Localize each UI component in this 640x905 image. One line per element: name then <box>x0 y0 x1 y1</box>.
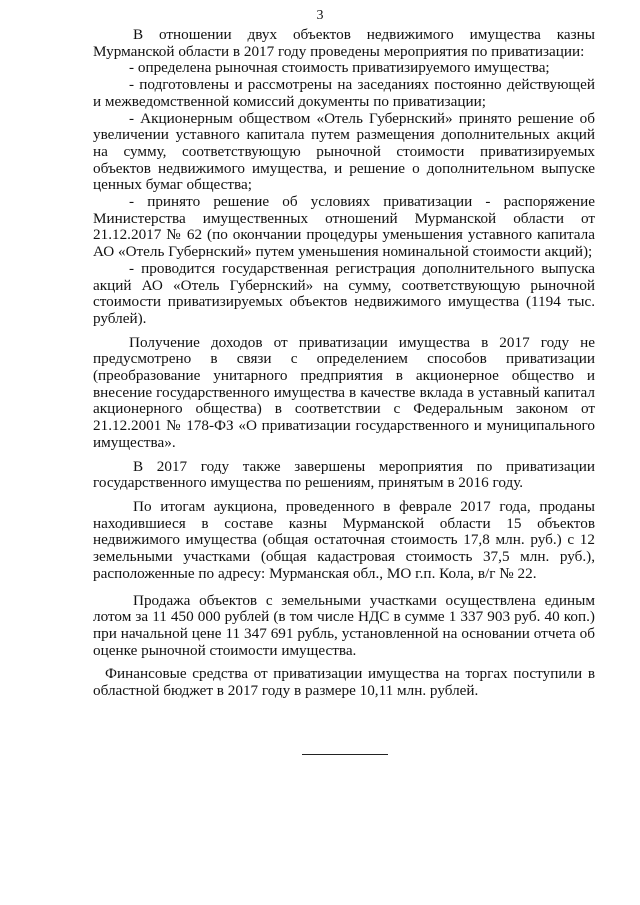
paragraph-income: Получение доходов от приватизации имущества в 2017 году не предусмотрено в связи с определением способов приватизации (преобразование унитарного предприятия в акционерное общество и внесение государственного имущества в качестве вклада в уставный капитал акционерного общества) в соответствии с Федеральным законом от 21.12.2001 № 178-ФЗ «О приватизации государственного и муниципального имущества». <box>93 333 595 451</box>
document-body <box>93 27 595 700</box>
page-number: 3 <box>316 8 324 23</box>
paragraph-sale-lot: Продажа объектов с земельными участками осуществлена единым лотом за 11 450 000 рублей (в том числе НДС в сумме 1 337 903 руб. 40 коп.) при начальной цене 11 347 691 рубль, установленной на основании отчета об оценке рыночной стоимости имущества. <box>93 591 595 659</box>
list-item-commission-documents: - подготовлены и рассмотрены на заседаниях постоянно действующей и межведомственной комиссий документы по приватизации; <box>93 76 595 110</box>
paragraph-auction: По итогам аукциона, проведенного в феврале 2017 года, проданы находившиеся в составе казны Мурманской области 15 объектов недвижимого имущества (общая остаточная стоимость 17,8 млн. руб.) с 12 земельными участками (общая кадастровая стоимость 37,5 млн. руб.), расположенные по адресу: Мурманская обл., МО г.п. Кола, в/г № 22. <box>93 497 595 582</box>
paragraph-funds: Финансовые средства от приватизации имущества на торгах поступили в областной бюджет в 2017 году в размере 10,11 млн. рублей. <box>93 665 595 700</box>
paragraph-intro: В отношении двух объектов недвижимого имущества казны Мурманской области в 2017 году проведены мероприятия по приватизации: <box>93 26 595 60</box>
end-divider <box>302 754 388 755</box>
paragraph-completed-2016: В 2017 году также завершены мероприятия по приватизации государственного имущества по решениям, принятым в 2016 году. <box>93 457 595 492</box>
list-item-market-value: - определена рыночная стоимость приватизируемого имущества; <box>129 59 550 77</box>
list-item-state-registration: - проводится государственная регистрация дополнительного выпуска акций АО «Отель Губернский» на сумму, соответствующую рыночной стоимости приватизируемых объектов недвижимого имущества (1194 тыс. рублей). <box>93 259 595 327</box>
list-item-capital-increase: - Акционерным обществом «Отель Губернский» принято решение об увеличении уставного капитала путем размещения дополнительных акций на сумму, соответствующую рыночной стоимости приватизируемых объектов недвижимого имущества, и решение о дополнительном выпуске ценных бумаг общества; <box>93 109 595 194</box>
list-item-privatization-decision: - принято решение об условиях приватизации - распоряжение Министерства имущественных отношений Мурманской области от 21.12.2017 № 62 (по окончании процедуры уменьшения уставного капитала АО «Отель Губернский» путем уменьшения номинальной стоимости акций); <box>93 193 595 261</box>
